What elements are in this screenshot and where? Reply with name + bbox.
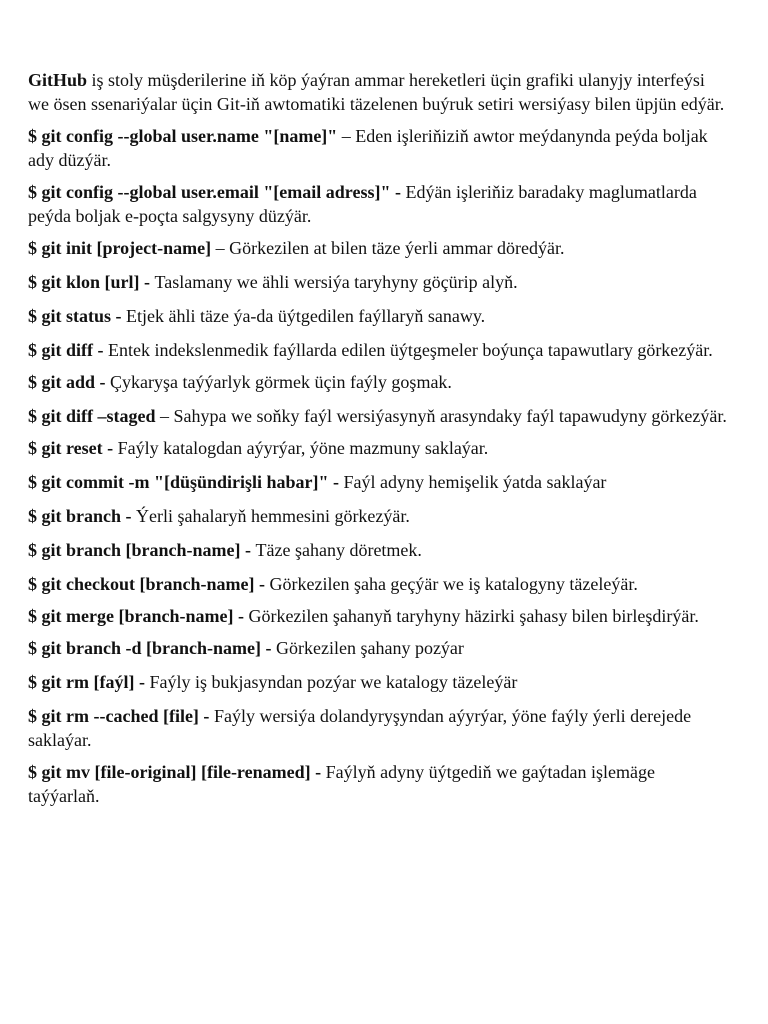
command-description: Çykaryşa taýýarlyk görmek üçin faýly goşmak. (110, 372, 452, 392)
command-syntax: $ git config --global user.name "[name]" (28, 126, 342, 146)
command-entry (28, 436, 728, 460)
command-description: – Eden işleriňiziň awtor meýdanynda peýda boljak ady düzýär. (28, 126, 708, 170)
command-syntax: $ git mv [file-original] [file-renamed] - (28, 762, 326, 782)
intro-paragraph (28, 68, 728, 116)
command-description: Görkezilen şaha geçýär we iş katalogyny täzeleýär. (269, 574, 638, 594)
command-description: Taslamany we ähli wersiýa taryhyny göçürip alyň. (154, 272, 518, 292)
command-syntax: $ git checkout [branch-name] - (28, 574, 270, 594)
command-description: – Sahypa we soňky faýl wersiýasynyň arasyndaky faýl tapawudyny görkezýär. (160, 406, 727, 426)
command-syntax: $ git add - (28, 372, 111, 392)
command-description: Görkezilen şahanyň taryhyny häzirki şahasy bilen birleşdirýär. (248, 606, 699, 626)
command-description: Täze şahany döretmek. (255, 540, 422, 560)
command-entry (28, 470, 728, 494)
intro-text: iş stoly müşderilerine iň köp ýaýran ammar hereketleri üçin grafiki ulanyjy interfeýsi we ösen ssenariýalar üçin Git-iň awtomatiki täzelenen buýruk setiri wersiýasy bilen üpjün edýär. (28, 70, 725, 114)
command-syntax: $ git config --global user.email "[email adress]" - (28, 182, 406, 202)
command-description: Ýerli şahalaryň hemmesini görkezýär. (136, 506, 410, 526)
command-syntax: $ git branch [branch-name] - (28, 540, 256, 560)
intro-brand: GitHub (28, 70, 88, 90)
command-syntax: $ git init [project-name] (28, 238, 216, 258)
command-entry (28, 538, 728, 562)
command-syntax: $ git status - (28, 306, 126, 326)
command-syntax: $ git reset - (28, 438, 118, 458)
command-description: – Görkezilen at bilen täze ýerli ammar döredýär. (215, 238, 565, 258)
command-syntax: $ git merge [branch-name] - (28, 606, 249, 626)
command-description: Görkezilen şahany pozýar (276, 638, 464, 658)
command-description: Faýly wersiýa dolandyryşyndan aýyrýar, ýöne faýly ýerli derejede saklaýar. (28, 706, 692, 750)
command-entry (28, 304, 728, 328)
command-syntax: $ git branch -d [branch-name] - (28, 638, 276, 658)
command-syntax: $ git commit -m "[düşündirişli habar]" - (28, 472, 344, 492)
command-description: Edýän işleriňiz baradaky maglumatlarda peýda boljak e-poçta salgysyny düzýär. (28, 182, 697, 226)
command-description: Faýly katalogdan aýyrýar, ýöne mazmuny saklaýar. (117, 438, 489, 458)
command-description: Entek indekslenmedik faýllarda edilen üýtgeşmeler boýunça tapawutlary görkezýär. (108, 340, 713, 360)
command-entry (28, 404, 728, 428)
command-entry (28, 504, 728, 528)
command-entry (28, 704, 728, 752)
command-entry (28, 370, 728, 394)
command-entry (28, 180, 728, 228)
command-description: Etjek ähli täze ýa-da üýtgedilen faýllaryň sanawy. (126, 306, 486, 326)
command-entry (28, 636, 728, 660)
command-entry (28, 760, 728, 808)
command-syntax: $ git rm --cached [file] - (28, 706, 214, 726)
command-description: Faýly iş bukjasyndan pozýar we katalogy täzeleýär (149, 672, 518, 692)
command-syntax: $ git diff - (28, 340, 108, 360)
command-entry (28, 670, 728, 694)
command-description: Faýl adyny hemişelik ýatda saklaýar (343, 472, 607, 492)
document-page (28, 68, 728, 816)
command-syntax: $ git rm [faýl] - (28, 672, 150, 692)
command-syntax: $ git diff –staged (28, 406, 160, 426)
command-entry (28, 124, 728, 172)
command-entry (28, 270, 728, 294)
command-description: Faýlyň adyny üýtgediň we gaýtadan işlemäge taýýarlaň. (28, 762, 656, 806)
command-syntax: $ git branch - (28, 506, 136, 526)
command-entry (28, 572, 728, 596)
command-entry (28, 236, 728, 260)
command-entry (28, 338, 728, 362)
command-entry (28, 604, 728, 628)
command-syntax: $ git klon [url] - (28, 272, 155, 292)
